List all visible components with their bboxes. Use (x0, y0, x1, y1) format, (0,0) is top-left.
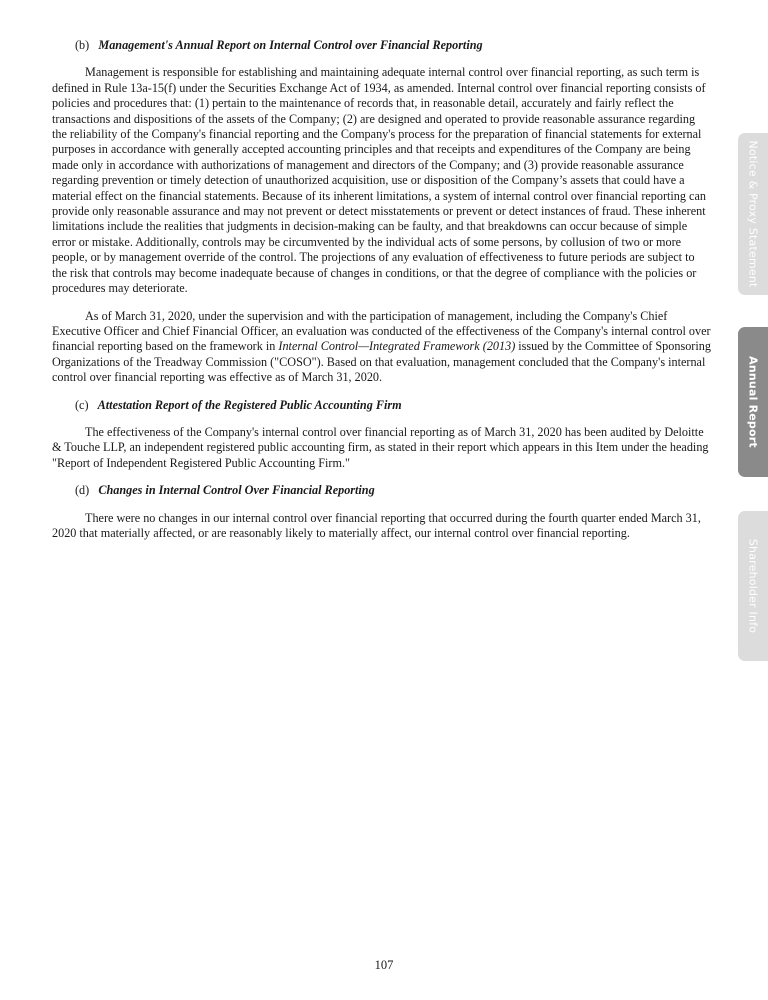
section-b-heading (52, 38, 712, 53)
page-number: 107 (374, 958, 394, 972)
section-b-paragraph-1: Management is responsible for establishing and maintaining adequate internal control over financial reporting, as such term is defined in Rule 13a-15(f) under the Securities Exchange Act of 1934, as amended. Internal control over financial reporting consists of policies and procedures that: (1) pertain to the maintenance of records that, in reasonable detail, accurately and fairly reflect the transactions and dispositions of the assets of the Company; (2) are designed and operated to provide reasonable assurance regarding the reliability of the Company's financial reporting and the Company's process for the preparation of financial statements for external purposes in accordance with generally accepted accounting principles and that receipts and expenditures of the Company are being made only in accordance with authorizations of management and directors of the Company; and (3) provide reasonable assurance regarding prevention or timely detection of unauthorized acquisition, use or disposition of the Company’s assets that could have a material effect on the financial statements. Because of its inherent limitations, a system of internal control over financial reporting can provide only reasonable assurance and may not prevent or detect misstatements or prevent or detect instances of fraud. These inherent limitations include the realities that judgments in decision-making can be faulty, and that breakdowns can occur because of simple error or mistake. Additionally, controls may be circumvented by the individual acts of some persons, by collusion of two or more people, or by management override of the control. The projections of any evaluation of effectiveness to future periods are subject to the risk that controls may become inadequate because of changes in conditions, or that the degree of compliance with the policies or procedures may deteriorate. (52, 65, 706, 296)
section-b-title: Management's Annual Report on Internal Control over Financial Reporting (98, 38, 483, 52)
document-body (52, 38, 712, 553)
section-c-title: Attestation Report of the Registered Public Accounting Firm (97, 397, 402, 412)
section-b-paragraph-2 (52, 309, 712, 386)
tab-annual-report-label: Annual Report (746, 356, 760, 448)
section-d-marker: (d) (75, 483, 90, 498)
tab-annual-report[interactable] (738, 327, 768, 477)
section-b-p2-text-a: As of March 31, 2020, under the supervision and with the participation of management, including the Company's Chief Executive Officer and Chief Financial Officer, an evaluation was conducted of the effectiveness of the Company's internal control over financial reporting based on the framework in (52, 308, 711, 354)
section-d-heading (52, 483, 712, 498)
tab-notice-proxy-statement[interactable] (738, 133, 768, 295)
tab-shareholder-info-label: Shareholder Info (746, 538, 760, 634)
framework-title: Internal Control—Integrated Framework (2013) (278, 339, 516, 354)
section-b-marker: (b) (75, 38, 90, 52)
tab-notice-proxy-statement-label: Notice & Proxy Statement (746, 140, 760, 288)
section-c-marker: (c) (75, 397, 89, 412)
section-d-paragraph-1: There were no changes in our internal control over financial reporting that occurred during the fourth quarter ended March 31, 2020 that materially affected, or are reasonably likely to materially affect, our internal control over financial reporting. (52, 510, 701, 540)
section-c-paragraph-1: The effectiveness of the Company's internal control over financial reporting as of March 31, 2020 has been audited by Deloitte & Touche LLP, an independent registered public accounting firm, as stated in their report which appears in this Item under the heading "Report of Independent Registered Public Accounting Firm." (52, 424, 709, 470)
section-c-heading (52, 398, 712, 413)
section-b-p2-text-b: issued by the Committee of Sponsoring Organizations of the Treadway Commission ("COSO"). Based on that evaluation, management concluded that the Company's internal control over financial reporting was effective as of March 31, 2020. (52, 339, 711, 385)
tab-shareholder-info[interactable] (738, 511, 768, 661)
section-d-title: Changes in Internal Control Over Financial Reporting (98, 483, 375, 498)
